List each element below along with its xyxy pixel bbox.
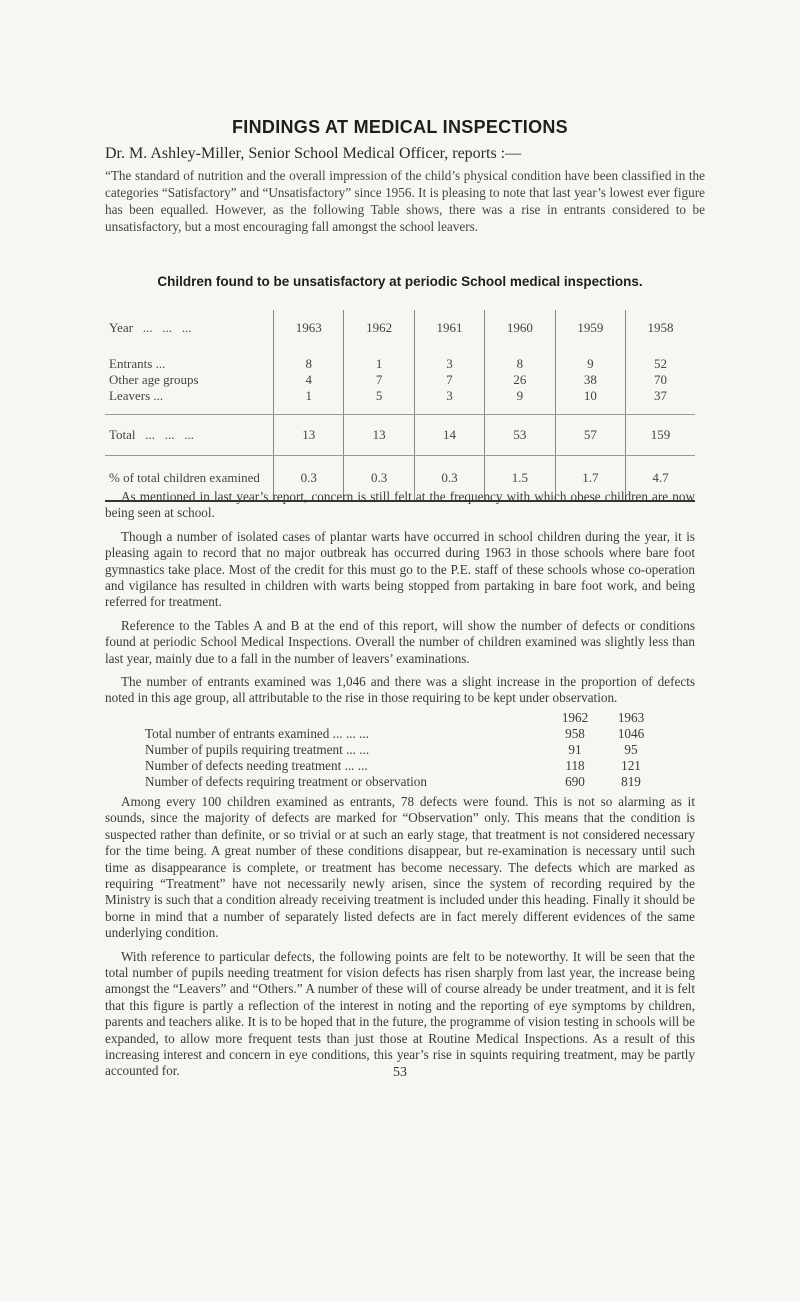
table-row [105, 742, 659, 758]
table-cell: 52 [626, 356, 695, 372]
table-cell: 690 [565, 773, 585, 789]
row-label: Entrants ... [109, 356, 166, 371]
table-cell: 3 [414, 356, 484, 372]
table-row [105, 372, 695, 388]
row-label: Leavers ... [109, 388, 164, 403]
year-label: Year ... ... ... [109, 320, 192, 335]
table-cell: 13 [344, 415, 414, 456]
table-cell: 95 [624, 741, 638, 757]
table-cell: 53 [485, 415, 555, 456]
paragraph: Reference to the Tables A and B at the end of this report, will show the number of defects or conditions found at periodic School Medical Inspections. Overall the number of children examined was slightly less than last year, mainly due to a fall in the number of leavers’ examinations. [105, 617, 695, 666]
row-label: Total ... ... ... [105, 415, 274, 456]
year-header: 1961 [414, 310, 484, 346]
unsatisfactory-table [105, 310, 695, 502]
page-heading: FINDINGS AT MEDICAL INSPECTIONS [232, 117, 568, 137]
body-text [105, 489, 695, 1087]
total-row [105, 415, 695, 456]
year-header: 1963 [274, 310, 344, 346]
paragraph: With reference to particular defects, the following points are felt to be noteworthy. It will be seen that the total number of pupils needing treatment for vision defects has risen sharply from last year, the increase being amongst the “Leavers” and “Others.” A number of these will of course already be under treatment, and it is felt that this figure is partly a reflection of the interest in noting and the reporting of eye symptoms by children, parents and teachers alike. It is to be hoped that in the future, the programme of vision testing in schools will be expanded, to allow more frequent tests than just those at Routine Medical Inspections. As a result of this increasing interest and concern in eye conditions, this year’s rise in squints requiring treatment, may be partly accounted for. [105, 948, 695, 1079]
table-cell: 8 [485, 356, 555, 372]
table-row [105, 356, 695, 372]
table-cell: 121 [621, 757, 641, 773]
table-cell: 14 [414, 415, 484, 456]
table-cell: 159 [626, 415, 695, 456]
table-cell: 0.3 [344, 456, 414, 502]
row-label: Total number of entrants examined ... ... ... [145, 725, 369, 741]
table-row [105, 726, 659, 742]
year-header: 1958 [626, 310, 695, 346]
paragraph: The number of entrants examined was 1,046 and there was a slight increase in the proportion of defects noted in this age group, all attributable to the rise in those requiring to be kept under observation. [105, 674, 695, 706]
row-label: Number of pupils requiring treatment ... ... [145, 741, 370, 757]
table-row [105, 388, 695, 404]
table-cell: 10 [555, 388, 625, 404]
table-row [105, 774, 659, 790]
year-header: 1962 [561, 709, 589, 725]
table-cell: 57 [555, 415, 625, 456]
table-cell: 1.7 [555, 456, 625, 502]
table-cell: 1.5 [485, 456, 555, 502]
year-header: 1963 [617, 709, 645, 725]
table-cell: 819 [621, 773, 641, 789]
table-cell: 9 [555, 356, 625, 372]
table-cell: 4.7 [626, 456, 695, 502]
table-cell: 3 [414, 388, 484, 404]
table-cell: 70 [626, 372, 695, 388]
table-cell: 1046 [617, 725, 645, 741]
table-row [105, 758, 659, 774]
table-cell: 118 [565, 757, 585, 773]
row-label: Other age groups [109, 372, 199, 387]
table-cell: 9 [485, 388, 555, 404]
row-label: % of total children examined [105, 456, 274, 502]
table-title: Children found to be unsatisfactory at periodic School medical inspections. [157, 274, 643, 289]
year-header: 1960 [485, 310, 555, 346]
row-label: Number of defects needing treatment ... ... [145, 757, 368, 773]
intro-line: Dr. M. Ashley-Miller, Senior School Medical Officer, reports :— [105, 145, 522, 162]
paragraph: Among every 100 children examined as entrants, 78 defects were found. This is not so alarming as it sounds, since the majority of defects are marked for “Observation” only. This means that the condition is suspected rather than definite, or so trivial or at such an early stage, that treatment is not considered necessary for the time being. A great number of these conditions disappear, but re-examination is necessary until such time as disappearance is complete, or treatment has become necessary. The defects which are marked as requiring “Treatment” have not necessarily newly arisen, since the system of recording required by the Ministry is such that a condition already receiving treatment is included under this heading. Finally it should be borne in mind that a number of separately listed defects are in fact merely different evidences of the same underlying condition. [105, 793, 695, 941]
table-cell: 4 [274, 372, 344, 388]
table-cell: 38 [555, 372, 625, 388]
entrants-defects-table [105, 710, 659, 790]
table-cell: 1 [274, 388, 344, 404]
table-cell: 7 [414, 372, 484, 388]
table-cell: 958 [565, 725, 585, 741]
row-label: Number of defects requiring treatment or observation [145, 773, 427, 789]
table-cell: 5 [344, 388, 414, 404]
table-cell: 13 [274, 415, 344, 456]
table-cell: 8 [274, 356, 344, 372]
page-number: 53 [393, 1065, 407, 1080]
paragraph: As mentioned in last year’s report, concern is still felt at the frequency with which obese children are now being seen at school. [105, 489, 695, 521]
table-header-row [105, 310, 695, 346]
table-cell: 7 [344, 372, 414, 388]
table-cell: 91 [568, 741, 582, 757]
table-cell: 0.3 [274, 456, 344, 502]
paragraph: Though a number of isolated cases of plantar warts have occurred in school children during the year, it is pleasing again to record that no major outbreak has occurred during 1963 in those schools where bare foot gymnastics take place. Most of the credit for this must go to the P.E. staff of these schools whose co-operation and vigilance has resulted in children with warts being stopped from partaking in bare foot work, and being referred for treatment. [105, 528, 695, 610]
quote-paragraph: “The standard of nutrition and the overall impression of the child’s physical condition have been classified in the categories “Satisfactory” and “Unsatisfactory” since 1956. It is pleasing to note that last year’s lowest ever figure has been equalled. However, as the following Table shows, there was a rise in entrants considered to be unsatisfactory, but a most encouraging fall amongst the school leavers. [105, 168, 705, 234]
year-header: 1962 [344, 310, 414, 346]
table-cell: 26 [485, 372, 555, 388]
year-header: 1959 [555, 310, 625, 346]
defects-header-row [105, 710, 659, 726]
table-cell: 37 [626, 388, 695, 404]
table-cell: 1 [344, 356, 414, 372]
table-cell: 0.3 [414, 456, 484, 502]
